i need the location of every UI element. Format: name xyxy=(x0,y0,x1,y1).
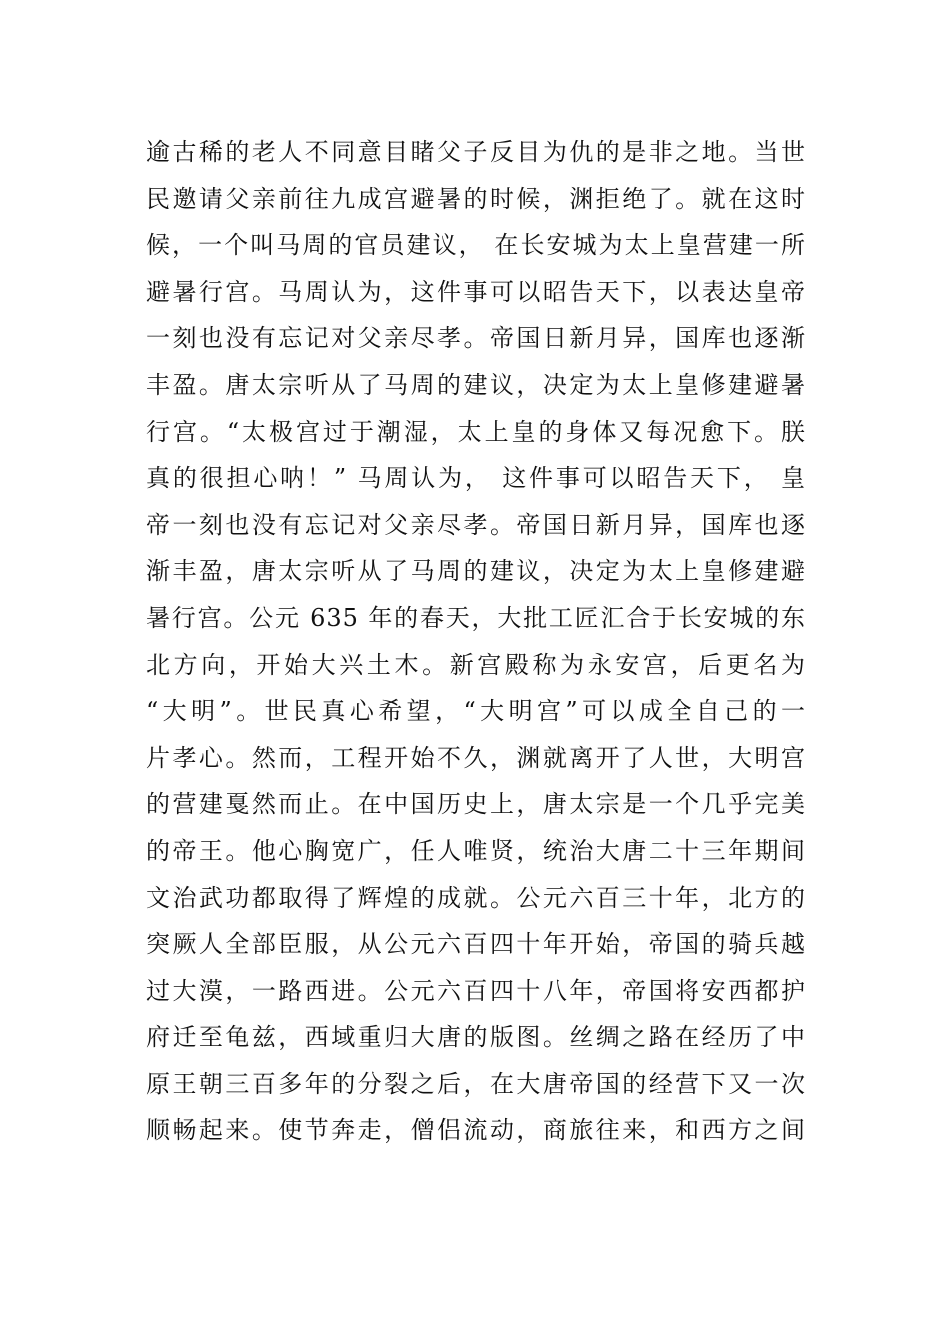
text-line: 帝一刻也没有忘记对父亲尽孝。帝国日新月异，国库也逐 xyxy=(146,510,806,539)
text-line: 真的很担心呐！” 马周认为， 这件事可以昭告天下， 皇 xyxy=(146,464,806,493)
body-text xyxy=(146,129,806,1154)
text-line: 北方向，开始大兴土木。新宫殿称为永安宫，后更名为 xyxy=(146,650,806,679)
text-line: “大明”。世民真心希望，“大明宫”可以成全自己的一 xyxy=(146,697,806,726)
text-line: 文治武功都取得了辉煌的成就。公元六百三十年，北方的 xyxy=(146,883,806,912)
text-line: 暑行宫。公元 635 年的春天，大批工匠汇合于长安城的东 xyxy=(146,603,806,632)
text-line: 行宫。“太极宫过于潮湿，太上皇的身体又每况愈下。朕 xyxy=(146,417,806,446)
text-line: 原王朝三百多年的分裂之后，在大唐帝国的经营下又一次 xyxy=(146,1069,806,1098)
text-line: 的帝王。他心胸宽广，任人唯贤，统治大唐二十三年期间 xyxy=(146,836,806,865)
text-line: 丰盈。唐太宗听从了马周的建议，决定为太上皇修建避暑 xyxy=(146,370,806,399)
text-line: 逾古稀的老人不同意目睹父子反目为仇的是非之地。当世 xyxy=(146,138,806,166)
text-line: 一刻也没有忘记对父亲尽孝。帝国日新月异，国库也逐渐 xyxy=(146,324,806,353)
text-line: 府迁至龟兹，西域重归大唐的版图。丝绸之路在经历了中 xyxy=(146,1023,806,1052)
text-line: 渐丰盈，唐太宗听从了马周的建议，决定为太上皇修建避 xyxy=(146,557,806,586)
text-line: 片孝心。然而，工程开始不久，渊就离开了人世，大明宫 xyxy=(146,743,806,772)
text-line: 避暑行宫。马周认为，这件事可以昭告天下，以表达皇帝 xyxy=(146,277,806,306)
text-line: 顺畅起来。使节奔走，僧侣流动，商旅往来，和西方之间 xyxy=(146,1116,806,1145)
text-line: 民邀请父亲前往九成宫避暑的时候，渊拒绝了。就在这时 xyxy=(146,184,806,213)
text-line: 的营建戛然而止。在中国历史上，唐太宗是一个几乎完美 xyxy=(146,790,806,819)
text-line: 候，一个叫马周的官员建议， 在长安城为太上皇营建一所 xyxy=(146,231,806,260)
text-line: 突厥人全部臣服，从公元六百四十年开始，帝国的骑兵越 xyxy=(146,930,806,959)
text-line: 过大漠，一路西进。公元六百四十八年，帝国将安西都护 xyxy=(146,976,806,1005)
